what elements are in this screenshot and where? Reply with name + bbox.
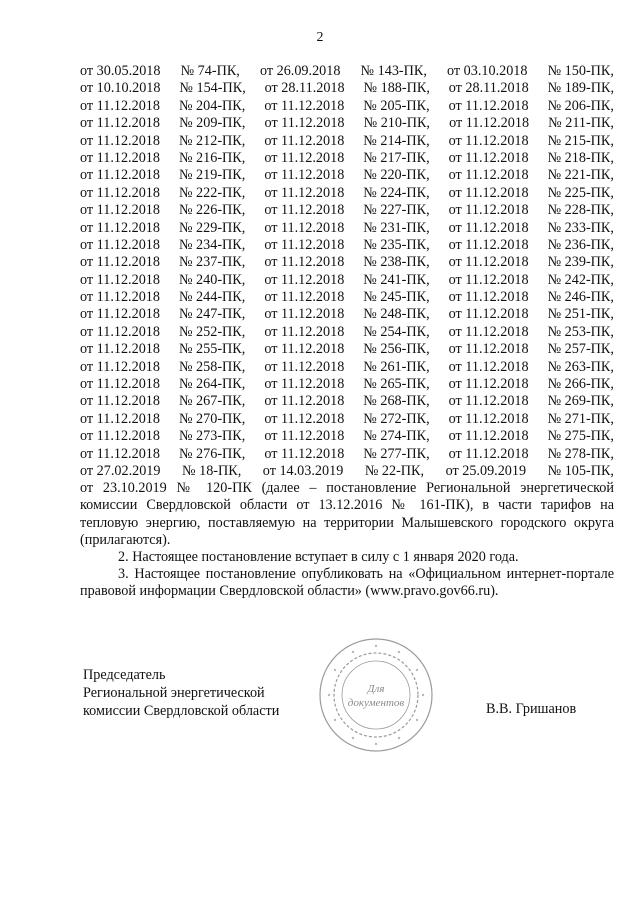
- reference-number: № 248-ПК,: [363, 306, 430, 323]
- reference-row: [80, 133, 614, 150]
- reference-date: от 11.12.2018: [448, 271, 529, 288]
- reference-row: [80, 393, 614, 410]
- references-continuation: от 23.10.2019 № 120-ПК (далее – постановление Региональной энергетической комиссии Свердловской области от 13.12.2016 № 161-ПК), в части тарифов на тепловую энергию, поставляемую на территории Малышевского городского округа (прилагаются).: [80, 480, 614, 549]
- reference-number: № 222-ПК,: [178, 184, 246, 201]
- reference-list: [80, 63, 614, 480]
- reference-date: от 11.12.2018: [264, 428, 345, 445]
- reference-date: от 11.12.2018: [264, 202, 345, 219]
- reference-number: № 270-ПК,: [178, 410, 246, 427]
- reference-number: № 212-ПК,: [178, 132, 246, 149]
- reference-date: от 11.12.2018: [80, 358, 160, 375]
- reference-date: от 28.11.2018: [264, 80, 345, 97]
- reference-date: от 11.12.2018: [448, 393, 529, 410]
- reference-date: от 11.12.2018: [448, 376, 529, 393]
- reference-date: от 11.12.2018: [264, 393, 345, 410]
- reference-date: от 11.12.2018: [264, 115, 345, 132]
- reference-number: № 236-ПК,: [547, 236, 614, 253]
- reference-row: [80, 376, 614, 393]
- reference-number: № 255-ПК,: [178, 341, 246, 358]
- reference-number: № 226-ПК,: [178, 202, 246, 219]
- reference-number: № 231-ПК,: [363, 219, 430, 236]
- reference-number: № 245-ПК,: [363, 289, 430, 306]
- reference-row: [80, 167, 614, 184]
- reference-date: от 11.12.2018: [264, 236, 345, 253]
- reference-number: № 105-ПК,: [547, 462, 614, 479]
- paragraph-3: 3. Настоящее постановление опубликовать на «Официальном интернет-портале правовой информации Свердловской области» (www.pravo.gov66.ru).: [80, 566, 614, 600]
- reference-date: от 11.12.2018: [80, 445, 160, 462]
- reference-date: от 11.12.2018: [80, 219, 160, 236]
- reference-number: № 220-ПК,: [363, 167, 430, 184]
- reference-number: № 277-ПК,: [363, 445, 430, 462]
- reference-number: № 209-ПК,: [179, 115, 246, 132]
- reference-number: № 150-ПК,: [547, 63, 614, 79]
- reference-number: № 205-ПК,: [363, 97, 430, 114]
- reference-number: № 219-ПК,: [178, 167, 246, 184]
- reference-date: от 11.12.2018: [80, 376, 160, 393]
- reference-date: от 11.12.2018: [80, 202, 160, 219]
- reference-number: № 272-ПК,: [363, 410, 430, 427]
- reference-number: № 74-ПК,: [180, 63, 240, 79]
- reference-date: от 11.12.2018: [264, 167, 345, 184]
- reference-date: от 11.12.2018: [264, 341, 345, 358]
- reference-row: [80, 115, 614, 132]
- reference-date: от 11.12.2018: [448, 341, 529, 358]
- reference-date: от 11.12.2018: [264, 323, 345, 340]
- reference-number: № 238-ПК,: [363, 254, 430, 271]
- signature-title-line: Региональной энергетической: [83, 685, 265, 701]
- reference-date: от 11.12.2018: [448, 184, 529, 201]
- reference-date: от 11.12.2018: [264, 271, 345, 288]
- reference-date: от 11.12.2018: [80, 323, 160, 340]
- reference-number: № 265-ПК,: [363, 376, 430, 393]
- reference-number: № 217-ПК,: [363, 149, 430, 166]
- reference-row: [80, 359, 614, 376]
- signature-title-line: комиссии Свердловской области: [83, 703, 280, 719]
- reference-date: от 11.12.2018: [264, 445, 345, 462]
- reference-date: от 11.12.2018: [80, 184, 160, 201]
- reference-date: от 11.12.2018: [448, 358, 529, 375]
- page-number: 2: [316, 30, 324, 45]
- reference-number: № 224-ПК,: [363, 184, 430, 201]
- reference-date: от 11.12.2018: [448, 254, 529, 271]
- reference-number: № 276-ПК,: [178, 445, 246, 462]
- reference-number: № 221-ПК,: [547, 167, 614, 184]
- reference-number: № 257-ПК,: [547, 341, 614, 358]
- reference-number: № 215-ПК,: [547, 132, 614, 149]
- reference-date: от 11.12.2018: [80, 428, 160, 445]
- reference-number: № 271-ПК,: [547, 410, 614, 427]
- reference-row: [80, 150, 614, 167]
- reference-date: от 11.12.2018: [448, 410, 529, 427]
- reference-number: № 235-ПК,: [363, 236, 430, 253]
- seal-text: Для: [367, 683, 385, 695]
- reference-number: № 233-ПК,: [547, 219, 614, 236]
- reference-date: от 11.12.2018: [448, 428, 529, 445]
- reference-number: № 218-ПК,: [547, 149, 614, 166]
- reference-number: № 22-ПК,: [364, 462, 425, 479]
- reference-number: № 210-ПК,: [363, 115, 430, 132]
- official-seal-stamp: [317, 636, 435, 754]
- reference-date: от 11.12.2018: [264, 376, 345, 393]
- reference-row: [80, 428, 614, 445]
- seal-text: документов: [347, 697, 405, 709]
- reference-date: от 11.12.2018: [448, 323, 529, 340]
- reference-date: от 11.12.2018: [264, 306, 345, 323]
- reference-date: от 11.12.2018: [80, 132, 160, 149]
- reference-number: № 188-ПК,: [363, 80, 430, 97]
- reference-number: № 266-ПК,: [547, 376, 614, 393]
- reference-number: № 258-ПК,: [178, 358, 246, 375]
- reference-number: № 211-ПК,: [548, 115, 614, 132]
- reference-date: от 11.12.2018: [448, 149, 529, 166]
- reference-date: от 11.12.2018: [264, 97, 345, 114]
- reference-date: от 11.12.2018: [80, 410, 160, 427]
- reference-number: № 18-ПК,: [182, 462, 242, 479]
- reference-date: от 11.12.2018: [80, 306, 160, 323]
- reference-number: № 237-ПК,: [178, 254, 246, 271]
- reference-number: № 264-ПК,: [178, 376, 246, 393]
- reference-number: № 261-ПК,: [363, 358, 430, 375]
- signature-title: [83, 666, 279, 720]
- reference-row: [80, 446, 614, 463]
- reference-number: № 227-ПК,: [363, 202, 430, 219]
- reference-row: [80, 463, 614, 480]
- reference-row: [80, 341, 614, 358]
- reference-date: от 11.12.2018: [80, 271, 160, 288]
- reference-date: от 14.03.2019: [262, 462, 344, 479]
- reference-number: № 254-ПК,: [363, 323, 430, 340]
- reference-number: № 204-ПК,: [178, 97, 246, 114]
- reference-number: № 251-ПК,: [547, 306, 614, 323]
- reference-row: [80, 237, 614, 254]
- reference-number: № 228-ПК,: [547, 202, 614, 219]
- reference-date: от 30.05.2018: [80, 63, 161, 79]
- reference-number: № 241-ПК,: [363, 271, 430, 288]
- reference-number: № 189-ПК,: [547, 80, 614, 97]
- reference-date: от 11.12.2018: [264, 410, 345, 427]
- reference-date: от 11.12.2018: [448, 97, 529, 114]
- reference-number: № 246-ПК,: [547, 289, 614, 306]
- reference-date: от 11.12.2018: [264, 289, 345, 306]
- reference-row: [80, 63, 614, 80]
- reference-number: № 253-ПК,: [547, 323, 614, 340]
- reference-date: от 11.12.2018: [80, 254, 160, 271]
- reference-date: от 10.10.2018: [80, 80, 161, 97]
- reference-date: от 11.12.2018: [448, 132, 529, 149]
- reference-date: от 11.12.2018: [264, 254, 345, 271]
- reference-date: от 11.12.2018: [80, 341, 160, 358]
- reference-number: № 252-ПК,: [178, 323, 246, 340]
- reference-row: [80, 202, 614, 219]
- reference-date: от 11.12.2018: [264, 149, 345, 166]
- reference-date: от 25.09.2019: [445, 462, 527, 479]
- reference-number: № 274-ПК,: [363, 428, 430, 445]
- reference-number: № 229-ПК,: [178, 219, 246, 236]
- reference-date: от 11.12.2018: [449, 115, 530, 132]
- reference-date: от 11.12.2018: [264, 358, 345, 375]
- paragraph-2: 2. Настоящее постановление вступает в силу с 1 января 2020 года.: [118, 549, 519, 565]
- reference-date: от 11.12.2018: [264, 132, 345, 149]
- reference-row: [80, 98, 614, 115]
- reference-row: [80, 289, 614, 306]
- reference-number: № 143-ПК,: [360, 63, 427, 79]
- reference-number: № 247-ПК,: [178, 306, 246, 323]
- reference-row: [80, 80, 614, 97]
- reference-row: [80, 411, 614, 428]
- reference-number: № 154-ПК,: [179, 80, 246, 97]
- reference-row: [80, 306, 614, 323]
- reference-row: [80, 272, 614, 289]
- reference-date: от 11.12.2018: [448, 236, 529, 253]
- reference-row: [80, 185, 614, 202]
- reference-number: № 225-ПК,: [547, 184, 614, 201]
- reference-number: № 268-ПК,: [363, 393, 430, 410]
- reference-number: № 273-ПК,: [178, 428, 246, 445]
- reference-number: № 263-ПК,: [547, 358, 614, 375]
- reference-date: от 28.11.2018: [448, 80, 529, 97]
- reference-date: от 11.12.2018: [80, 115, 160, 132]
- reference-date: от 26.09.2018: [259, 63, 341, 79]
- reference-number: № 244-ПК,: [178, 289, 246, 306]
- reference-date: от 11.12.2018: [448, 445, 529, 462]
- reference-row: [80, 254, 614, 271]
- reference-number: № 242-ПК,: [547, 271, 614, 288]
- reference-date: от 03.10.2018: [447, 63, 528, 79]
- reference-date: от 11.12.2018: [80, 149, 160, 166]
- reference-number: № 278-ПК,: [547, 445, 614, 462]
- reference-row: [80, 220, 614, 237]
- reference-date: от 11.12.2018: [80, 289, 160, 306]
- reference-date: от 11.12.2018: [80, 167, 160, 184]
- reference-number: № 234-ПК,: [178, 236, 246, 253]
- reference-number: № 269-ПК,: [547, 393, 614, 410]
- reference-date: от 11.12.2018: [264, 184, 345, 201]
- signer-name: В.В. Гришанов: [486, 701, 577, 717]
- reference-number: № 216-ПК,: [178, 149, 246, 166]
- reference-number: № 239-ПК,: [547, 254, 614, 271]
- reference-number: № 240-ПК,: [178, 271, 246, 288]
- reference-date: от 11.12.2018: [448, 202, 529, 219]
- reference-date: от 11.12.2018: [448, 306, 529, 323]
- reference-number: № 214-ПК,: [363, 132, 430, 149]
- reference-date: от 11.12.2018: [448, 289, 529, 306]
- reference-date: от 11.12.2018: [448, 167, 529, 184]
- reference-row: [80, 324, 614, 341]
- reference-number: № 256-ПК,: [363, 341, 430, 358]
- reference-date: от 11.12.2018: [80, 393, 160, 410]
- reference-date: от 11.12.2018: [448, 219, 529, 236]
- reference-date: от 11.12.2018: [80, 97, 160, 114]
- reference-number: № 267-ПК,: [178, 393, 246, 410]
- signature-title-line: Председатель: [83, 667, 166, 683]
- reference-number: № 275-ПК,: [547, 428, 614, 445]
- reference-number: № 206-ПК,: [547, 97, 614, 114]
- reference-date: от 11.12.2018: [264, 219, 345, 236]
- reference-date: от 27.02.2019: [80, 462, 161, 479]
- reference-date: от 11.12.2018: [80, 236, 160, 253]
